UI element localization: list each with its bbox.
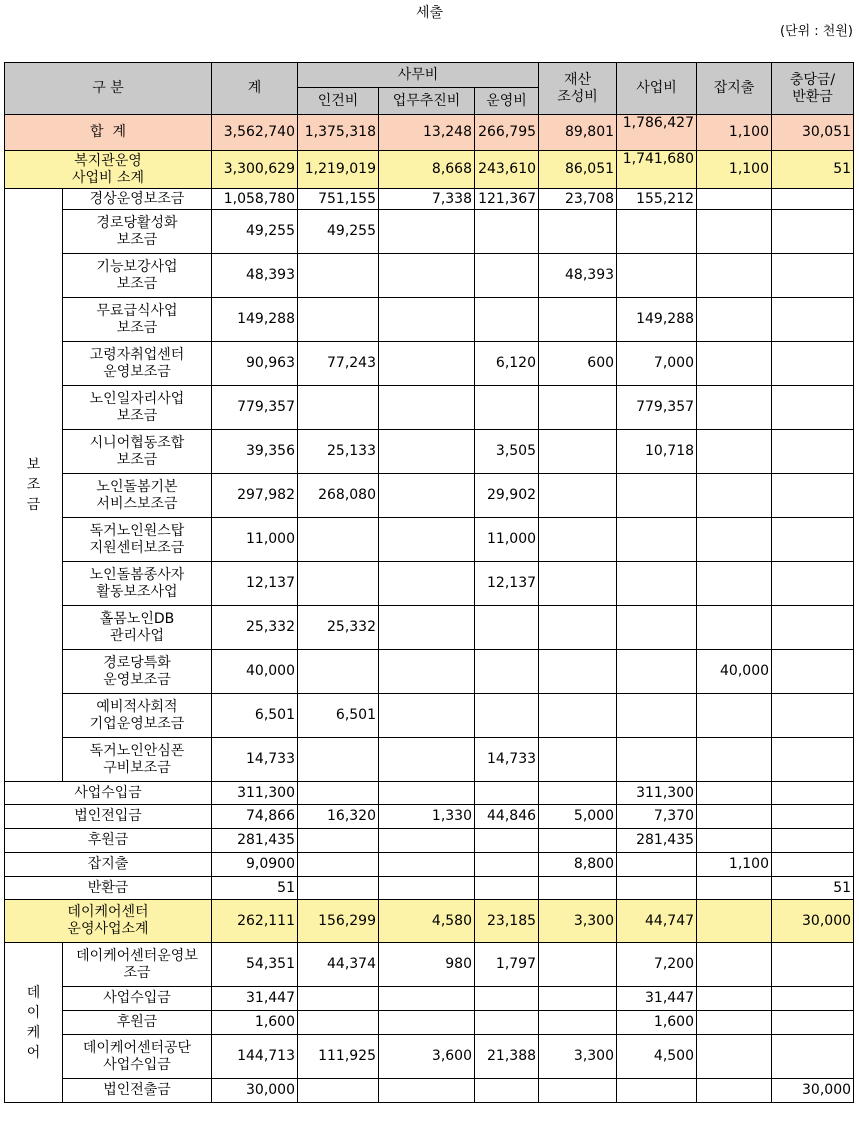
cell-operation: 1,797	[475, 943, 539, 987]
cell-operation: 12,137	[475, 562, 539, 606]
cell-misc	[697, 386, 772, 430]
cell-promotion	[379, 782, 475, 805]
cell-personnel: 268,080	[298, 474, 379, 518]
cell-personnel	[298, 386, 379, 430]
table-row	[5, 518, 854, 562]
cell-misc: 1,100	[697, 853, 772, 877]
cell-personnel: 25,332	[298, 606, 379, 650]
cell-operation: 121,367	[475, 189, 539, 210]
cell-property	[539, 694, 617, 738]
cell-business	[617, 694, 697, 738]
cell-business: 7,370	[617, 805, 697, 829]
cell-personnel	[298, 518, 379, 562]
cell-promotion: 8,668	[379, 151, 475, 189]
cell-property	[539, 943, 617, 987]
cell-promotion	[379, 474, 475, 518]
cell-reserve	[772, 254, 854, 298]
cell-personnel: 156,299	[298, 900, 379, 943]
cell-operation: 44,846	[475, 805, 539, 829]
cell-total: 3,300,629	[212, 151, 298, 189]
cell-operation	[475, 987, 539, 1011]
row-label: 홀몸노인DB 관리사업	[63, 606, 212, 650]
cell-total: 1,058,780	[212, 189, 298, 210]
header-total: 계	[212, 63, 298, 115]
cell-promotion: 1,330	[379, 805, 475, 829]
table-row	[5, 738, 854, 782]
cell-reserve	[772, 650, 854, 694]
group-label-char: 어	[26, 1044, 41, 1061]
cell-personnel: 111,925	[298, 1035, 379, 1079]
cell-property: 600	[539, 342, 617, 386]
row-label: 무료급식사업 보조금	[63, 298, 212, 342]
header-misc: 잡지출	[697, 63, 772, 115]
cell-operation	[475, 1011, 539, 1035]
cell-promotion	[379, 606, 475, 650]
row-label: 독거노인원스탑 지원센터보조금	[63, 518, 212, 562]
table-row	[5, 254, 854, 298]
cell-total: 51	[212, 877, 298, 900]
cell-operation	[475, 829, 539, 853]
cell-promotion	[379, 386, 475, 430]
cell-operation	[475, 694, 539, 738]
cell-promotion	[379, 562, 475, 606]
cell-property	[539, 430, 617, 474]
row-label: 데이케어센터공단 사업수입금	[63, 1035, 212, 1079]
table-row	[5, 782, 854, 805]
group-label-char: 이	[26, 1004, 41, 1021]
cell-promotion: 4,580	[379, 900, 475, 943]
cell-reserve	[772, 430, 854, 474]
cell-promotion	[379, 298, 475, 342]
row-label: 노인돌봄종사자 활동보조사업	[63, 562, 212, 606]
group-label-char: 조	[26, 477, 41, 493]
table-row	[5, 987, 854, 1011]
cell-total: 297,982	[212, 474, 298, 518]
group-label-char: 보	[26, 457, 41, 473]
cell-misc	[697, 1011, 772, 1035]
cell-property: 48,393	[539, 254, 617, 298]
cell-promotion	[379, 1079, 475, 1103]
table-row	[5, 210, 854, 254]
cell-misc	[697, 900, 772, 943]
cell-business	[617, 562, 697, 606]
cell-operation	[475, 210, 539, 254]
table-row	[5, 342, 854, 386]
cell-reserve	[772, 805, 854, 829]
cell-property: 5,000	[539, 805, 617, 829]
cell-business	[617, 738, 697, 782]
cell-misc	[697, 210, 772, 254]
header-property: 재산 조성비	[539, 63, 617, 115]
cell-misc	[697, 474, 772, 518]
cell-reserve: 51	[772, 877, 854, 900]
cell-total: 12,137	[212, 562, 298, 606]
cell-total: 3,562,740	[212, 115, 298, 151]
unit-note: (단위 : 천원)	[779, 24, 853, 39]
row-label: 반환금	[5, 877, 212, 900]
table-row	[5, 298, 854, 342]
cell-personnel	[298, 1011, 379, 1035]
row-label: 기능보강사업 보조금	[63, 254, 212, 298]
header-promotion: 업무추진비	[379, 88, 475, 115]
cell-total: 49,255	[212, 210, 298, 254]
cell-operation: 14,733	[475, 738, 539, 782]
cell-total: 74,866	[212, 805, 298, 829]
cell-personnel	[298, 254, 379, 298]
cell-promotion: 980	[379, 943, 475, 987]
cell-business: 1,786,427	[617, 115, 697, 151]
cell-promotion	[379, 430, 475, 474]
cell-business	[617, 606, 697, 650]
cell-property	[539, 210, 617, 254]
cell-operation: 23,185	[475, 900, 539, 943]
table-row	[5, 900, 854, 943]
cell-personnel	[298, 853, 379, 877]
cell-misc: 40,000	[697, 650, 772, 694]
cell-property: 86,051	[539, 151, 617, 189]
cell-property: 89,801	[539, 115, 617, 151]
cell-personnel	[298, 562, 379, 606]
row-label: 데이케어센터운영보 조금	[63, 943, 212, 987]
cell-misc	[697, 782, 772, 805]
cell-property: 23,708	[539, 189, 617, 210]
cell-property	[539, 474, 617, 518]
cell-operation: 243,610	[475, 151, 539, 189]
cell-personnel: 16,320	[298, 805, 379, 829]
cell-property	[539, 386, 617, 430]
row-label: 예비적사회적 기업운영보조금	[63, 694, 212, 738]
cell-reserve	[772, 298, 854, 342]
cell-promotion	[379, 987, 475, 1011]
table-row	[5, 1011, 854, 1035]
cell-misc	[697, 738, 772, 782]
cell-business	[617, 877, 697, 900]
cell-promotion: 3,600	[379, 1035, 475, 1079]
cell-reserve	[772, 1011, 854, 1035]
row-label: 경상운영보조금	[63, 189, 212, 210]
cell-reserve	[772, 606, 854, 650]
cell-property	[539, 298, 617, 342]
cell-promotion	[379, 518, 475, 562]
cell-personnel	[298, 738, 379, 782]
cell-promotion: 13,248	[379, 115, 475, 151]
cell-total: 31,447	[212, 987, 298, 1011]
group-label-char: 금	[26, 497, 41, 513]
table-row	[5, 562, 854, 606]
cell-misc	[697, 1079, 772, 1103]
cell-total: 9,0900	[212, 853, 298, 877]
row-label: 경로당특화 운영보조금	[63, 650, 212, 694]
cell-misc	[697, 254, 772, 298]
cell-business: 155,212	[617, 189, 697, 210]
cell-personnel: 1,375,318	[298, 115, 379, 151]
cell-property	[539, 562, 617, 606]
cell-property	[539, 877, 617, 900]
table-row	[5, 151, 854, 189]
cell-promotion	[379, 254, 475, 298]
row-label: 합 계	[5, 115, 212, 151]
row-label: 법인전출금	[63, 1079, 212, 1103]
cell-property	[539, 987, 617, 1011]
row-label: 법인전입금	[5, 805, 212, 829]
cell-misc	[697, 342, 772, 386]
cell-business	[617, 650, 697, 694]
cell-personnel: 6,501	[298, 694, 379, 738]
cell-total: 311,300	[212, 782, 298, 805]
cell-property	[539, 650, 617, 694]
cell-property	[539, 829, 617, 853]
table-row	[5, 805, 854, 829]
table-row	[5, 189, 854, 210]
cell-total: 144,713	[212, 1035, 298, 1079]
cell-property	[539, 1079, 617, 1103]
cell-reserve: 30,000	[772, 900, 854, 943]
cell-reserve	[772, 342, 854, 386]
table-body	[5, 115, 854, 1103]
row-label: 후원금	[5, 829, 212, 853]
row-label: 경로당활성화 보조금	[63, 210, 212, 254]
row-label: 고령자취업센터 운영보조금	[63, 342, 212, 386]
cell-business: 31,447	[617, 987, 697, 1011]
cell-reserve: 30,000	[772, 1079, 854, 1103]
cell-misc	[697, 694, 772, 738]
cell-total: 149,288	[212, 298, 298, 342]
table-row	[5, 1079, 854, 1103]
cell-total: 6,501	[212, 694, 298, 738]
cell-operation	[475, 606, 539, 650]
cell-total: 14,733	[212, 738, 298, 782]
header-reserve: 충당금/ 반환금	[772, 63, 854, 115]
group-label-char: 데	[26, 984, 41, 1001]
cell-business: 4,500	[617, 1035, 697, 1079]
budget-table	[4, 62, 854, 1103]
cell-reserve	[772, 943, 854, 987]
cell-misc	[697, 430, 772, 474]
cell-operation: 266,795	[475, 115, 539, 151]
cell-total: 262,111	[212, 900, 298, 943]
cell-reserve	[772, 987, 854, 1011]
cell-business: 10,718	[617, 430, 697, 474]
cell-promotion	[379, 738, 475, 782]
table-row	[5, 430, 854, 474]
cell-business	[617, 1079, 697, 1103]
cell-misc	[697, 189, 772, 210]
cell-total: 25,332	[212, 606, 298, 650]
cell-personnel	[298, 829, 379, 853]
cell-business	[617, 474, 697, 518]
cell-misc	[697, 987, 772, 1011]
cell-misc	[697, 1035, 772, 1079]
cell-misc	[697, 518, 772, 562]
cell-personnel: 77,243	[298, 342, 379, 386]
cell-promotion	[379, 877, 475, 900]
cell-personnel: 751,155	[298, 189, 379, 210]
cell-total: 11,000	[212, 518, 298, 562]
cell-reserve	[772, 386, 854, 430]
cell-total: 1,600	[212, 1011, 298, 1035]
cell-business	[617, 518, 697, 562]
cell-business	[617, 254, 697, 298]
cell-operation	[475, 1079, 539, 1103]
header-business: 사업비	[617, 63, 697, 115]
cell-personnel	[298, 987, 379, 1011]
group-label-subsidy	[5, 189, 63, 782]
cell-misc	[697, 805, 772, 829]
cell-property	[539, 518, 617, 562]
cell-misc	[697, 943, 772, 987]
table-row	[5, 650, 854, 694]
cell-reserve	[772, 474, 854, 518]
row-label: 후원금	[63, 1011, 212, 1035]
cell-total: 40,000	[212, 650, 298, 694]
cell-operation	[475, 853, 539, 877]
cell-business	[617, 210, 697, 254]
cell-operation: 11,000	[475, 518, 539, 562]
cell-personnel	[298, 782, 379, 805]
header-category: 구 분	[5, 63, 212, 115]
table-row	[5, 853, 854, 877]
cell-property	[539, 606, 617, 650]
cell-total: 54,351	[212, 943, 298, 987]
cell-operation	[475, 782, 539, 805]
row-label: 노인돌봄기본 서비스보조금	[63, 474, 212, 518]
cell-personnel	[298, 650, 379, 694]
table-row	[5, 694, 854, 738]
cell-misc	[697, 829, 772, 853]
cell-total: 90,963	[212, 342, 298, 386]
row-label: 사업수입금	[5, 782, 212, 805]
cell-business: 149,288	[617, 298, 697, 342]
cell-business: 1,600	[617, 1011, 697, 1035]
cell-reserve	[772, 1035, 854, 1079]
cell-personnel	[298, 1079, 379, 1103]
cell-reserve	[772, 694, 854, 738]
cell-personnel: 44,374	[298, 943, 379, 987]
page-title: 세출	[415, 5, 444, 21]
cell-operation	[475, 650, 539, 694]
cell-property	[539, 1011, 617, 1035]
cell-reserve	[772, 189, 854, 210]
cell-operation: 3,505	[475, 430, 539, 474]
row-label: 노인일자리사업 보조금	[63, 386, 212, 430]
cell-promotion: 7,338	[379, 189, 475, 210]
table-row	[5, 1035, 854, 1079]
header-personnel: 인건비	[298, 88, 379, 115]
row-label: 잡지출	[5, 853, 212, 877]
cell-reserve	[772, 853, 854, 877]
cell-reserve	[772, 829, 854, 853]
row-label: 복지관운영 사업비 소계	[5, 151, 212, 189]
cell-promotion	[379, 829, 475, 853]
cell-reserve	[772, 782, 854, 805]
group-label-daycare	[5, 943, 63, 1103]
cell-total: 281,435	[212, 829, 298, 853]
table-row	[5, 877, 854, 900]
table-row	[5, 829, 854, 853]
cell-misc: 1,100	[697, 151, 772, 189]
cell-business: 779,357	[617, 386, 697, 430]
cell-misc: 1,100	[697, 115, 772, 151]
cell-promotion	[379, 694, 475, 738]
cell-misc	[697, 562, 772, 606]
cell-business	[617, 853, 697, 877]
cell-reserve	[772, 738, 854, 782]
cell-reserve: 30,051	[772, 115, 854, 151]
table-row	[5, 943, 854, 987]
cell-property	[539, 738, 617, 782]
cell-misc	[697, 877, 772, 900]
cell-business: 281,435	[617, 829, 697, 853]
cell-personnel: 1,219,019	[298, 151, 379, 189]
row-label: 사업수입금	[63, 987, 212, 1011]
table-row	[5, 474, 854, 518]
cell-operation: 6,120	[475, 342, 539, 386]
cell-promotion	[379, 210, 475, 254]
table-row	[5, 386, 854, 430]
cell-reserve	[772, 562, 854, 606]
cell-operation: 21,388	[475, 1035, 539, 1079]
cell-business: 44,747	[617, 900, 697, 943]
cell-promotion	[379, 342, 475, 386]
cell-personnel	[298, 298, 379, 342]
group-label-char: 케	[26, 1024, 41, 1041]
row-label: 데이케어센터 운영사업소계	[5, 900, 212, 943]
cell-property	[539, 782, 617, 805]
cell-operation	[475, 386, 539, 430]
cell-misc	[697, 298, 772, 342]
cell-reserve	[772, 518, 854, 562]
cell-promotion	[379, 1011, 475, 1035]
cell-reserve: 51	[772, 151, 854, 189]
cell-personnel: 25,133	[298, 430, 379, 474]
cell-business: 7,000	[617, 342, 697, 386]
cell-personnel: 49,255	[298, 210, 379, 254]
cell-operation	[475, 254, 539, 298]
cell-property: 8,800	[539, 853, 617, 877]
cell-total: 39,356	[212, 430, 298, 474]
cell-business: 1,741,680	[617, 151, 697, 189]
cell-operation	[475, 877, 539, 900]
cell-business: 311,300	[617, 782, 697, 805]
cell-promotion	[379, 853, 475, 877]
cell-promotion	[379, 650, 475, 694]
cell-total: 30,000	[212, 1079, 298, 1103]
row-label: 시니어협동조합 보조금	[63, 430, 212, 474]
table-row	[5, 115, 854, 151]
header-office: 사무비	[298, 63, 539, 88]
cell-misc	[697, 606, 772, 650]
header-operation: 운영비	[475, 88, 539, 115]
cell-property: 3,300	[539, 900, 617, 943]
table-row	[5, 606, 854, 650]
cell-total: 48,393	[212, 254, 298, 298]
cell-total: 779,357	[212, 386, 298, 430]
cell-personnel	[298, 877, 379, 900]
cell-business: 7,200	[617, 943, 697, 987]
cell-property: 3,300	[539, 1035, 617, 1079]
cell-operation: 29,902	[475, 474, 539, 518]
cell-operation	[475, 298, 539, 342]
cell-reserve	[772, 210, 854, 254]
row-label: 독거노인안심폰 구비보조금	[63, 738, 212, 782]
